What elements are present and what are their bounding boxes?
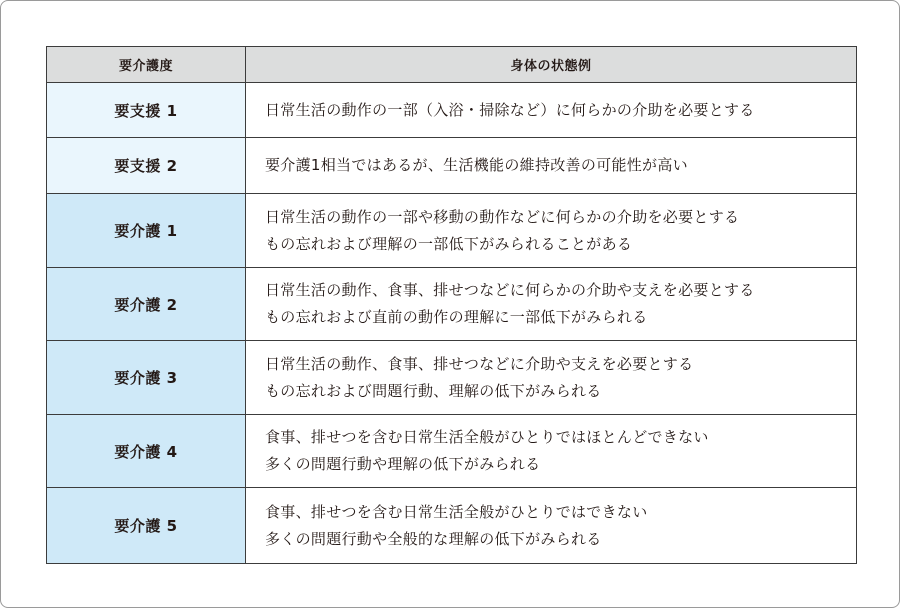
care-level-cell: 要支援 2 <box>47 138 246 194</box>
condition-line: 日常生活の動作、食事、排せつなどに介助や支えを必要とする <box>265 354 694 373</box>
care-level-cell: 要支援 1 <box>47 83 246 138</box>
condition-line: 日常生活の動作の一部や移動の動作などに何らかの介助を必要とする <box>265 207 740 226</box>
condition-cell <box>246 83 857 138</box>
condition-line: 多くの問題行動や全般的な理解の低下がみられる <box>265 529 602 548</box>
care-level-table <box>46 46 857 564</box>
table-row <box>47 83 857 138</box>
condition-line: もの忘れおよび問題行動、理解の低下がみられる <box>265 381 602 400</box>
table-row <box>47 138 857 194</box>
care-level-cell: 要介護 2 <box>47 268 246 341</box>
condition-cell <box>246 341 857 415</box>
condition-line: もの忘れおよび理解の一部低下がみられることがある <box>265 234 633 253</box>
condition-cell <box>246 194 857 268</box>
care-level-cell: 要介護 5 <box>47 488 246 564</box>
condition-line: 日常生活の動作、食事、排せつなどに何らかの介助や支えを必要とする <box>265 281 755 299</box>
condition-cell <box>246 138 857 194</box>
condition-cell <box>246 488 857 564</box>
care-level-cell: 要介護 1 <box>47 194 246 268</box>
condition-cell <box>246 268 857 341</box>
header-physical-condition: 身体の状態例 <box>246 47 857 83</box>
condition-line: 多くの問題行動や理解の低下がみられる <box>265 455 541 473</box>
table-header-row <box>47 47 857 83</box>
care-level-cell: 要介護 3 <box>47 341 246 415</box>
header-care-level: 要介護度 <box>47 47 246 83</box>
table-row <box>47 415 857 488</box>
condition-line: 食事、排せつを含む日常生活全般がひとりではほとんどできない <box>265 428 709 446</box>
table-row <box>47 341 857 415</box>
care-level-cell: 要介護 4 <box>47 415 246 488</box>
condition-line: 食事、排せつを含む日常生活全般がひとりではできない <box>265 502 648 521</box>
condition-line: もの忘れおよび直前の動作の理解に一部低下がみられる <box>265 308 648 326</box>
table-row <box>47 194 857 268</box>
condition-line: 日常生活の動作の一部（入浴・掃除など）に何らかの介助を必要とする <box>265 100 755 119</box>
table-row <box>47 488 857 564</box>
condition-cell <box>246 415 857 488</box>
table-row <box>47 268 857 341</box>
condition-line: 要介護1相当ではあるが、生活機能の維持改善の可能性が高い <box>265 156 688 174</box>
